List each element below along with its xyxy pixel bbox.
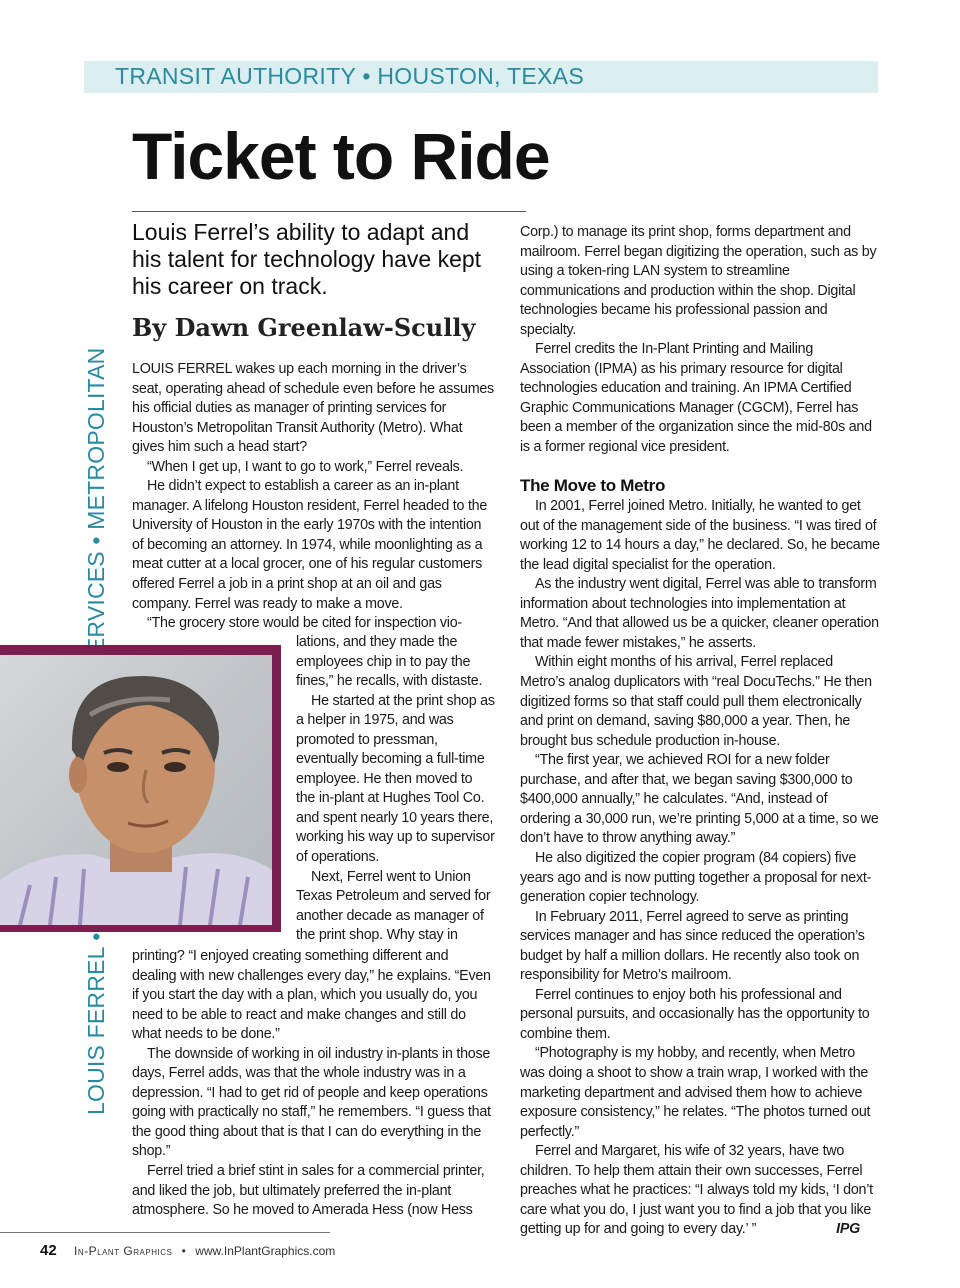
end-mark: IPG (836, 1221, 860, 1238)
body-paragraph: Ferrel credits the In-Plant Printing and Mailing Association (IPMA) as his primary resource for digital technologies education and training. An IPMA Certified Graphic Communications Manager (CGCM), Ferrel has been a member of the organization since the mid-80s and is a former regional vice president. (520, 341, 872, 456)
section-kicker: TRANSIT AUTHORITY • HOUSTON, TEXAS (115, 63, 584, 89)
body-paragraph: Ferrel tried a brief stint in sales for a commercial printer, and liked the job, but ultimately preferred the in-plant atmosphere. So he moved to Amerada Hess (now Hess (132, 1163, 485, 1219)
body-paragraph: LOUIS FERREL wakes up each morning in the driver’s seat, operating ahead of schedule even before he assumes his official duties as manager of printing services for Houston’s Metropolitan Transit Authority (Metro). What gives him such a head start? (132, 361, 494, 456)
body-paragraph: “The first year, we achieved ROI for a new folder purchase, and after that, we began saving $300,000 to $400,000 annually,” he calculates. “And, instead of ordering a 30,000 run, we’re printing 5,000 at a time, so we don’t have to throw anything away.” (520, 752, 879, 847)
page-number: 42 (40, 1242, 57, 1259)
body-paragraph: “Photography is my hobby, and recently, when Metro was doing a shoot to show a train wrap, I worked with the marketing department and advised them how to achieve exposure consistency,” he relates. “The photos turned out perfectly.” (520, 1045, 871, 1140)
body-paragraph: He also digitized the copier program (84 copiers) five years ago and is now putting together a proposal for next-generation copier technology. (520, 849, 872, 906)
body-paragraph: “When I get up, I want to go to work,” Ferrel reveals. (147, 458, 464, 475)
article-title: Ticket to Ride (132, 119, 550, 193)
body-paragraph: “The grocery store would be cited for inspection vio- (147, 615, 462, 632)
body-paragraph: In February 2011, Ferrel agreed to serve as printing services manager and has since reduced the operation’s budget by half a million dollars. He recently also took on responsibility for Metro’s mailroom. (520, 908, 865, 984)
title-rule (132, 211, 526, 212)
body-paragraph: He started at the print shop as a helper in 1975, and was promoted to pressman, eventually becoming a full-time employee. He then moved to the in-plant at Hughes Tool Co. and spent nearly 10 years there, working his way up to supervisor of operations. (296, 692, 495, 866)
body-paragraph: Next, Ferrel went to Union Texas Petroleum and served for another decade as manager of the print shop. Why stay in (296, 868, 491, 944)
body-paragraph: In 2001, Ferrel joined Metro. Initially, he wanted to get out of the management side of the business. “I was tired of working 12 to 14 hours a day,” he declared. So, he became the lead digital specialist for the operation. (520, 498, 880, 573)
portrait-photo (0, 655, 272, 925)
body-paragraph: lations, and they made the employees chip in to pay the fines,” he recalls, with distaste. (296, 634, 483, 690)
body-paragraph: Within eight months of his arrival, Ferrel replaced Metro’s analog duplicators with “real DocuTechs.” He then digitized forms so that staff could pull them electronically and print on demand, saving $80,000 a year. Then, he brought bus schedule production in-house. (520, 654, 872, 749)
closing-text: Ferrel and Margaret, his wife of 32 years, have two children. To help them attain their own successes, Ferrel preaches what he practices: “I always told my kids, ‘I don’t care what you do, I just want you to find a job that you like getting up for and going to every day.’ ” (520, 1143, 873, 1238)
wrap-column (296, 633, 495, 946)
subhead: The Move to Metro (520, 475, 666, 495)
article-deck: Louis Ferrel’s ability to adapt and his talent for technology have kept his career on track. (132, 219, 482, 299)
footer-rule (0, 1232, 330, 1233)
body-paragraph: Corp.) to manage its print shop, forms department and mailroom. Ferrel began digitizing the operation, such as by using a token-ring LAN system to streamline communications and production within the shop. Digital technologies became his professional passion and specialty. (520, 224, 877, 338)
left-column-bottom (132, 947, 495, 1221)
body-paragraph: He didn’t expect to establish a career as an in-plant manager. A lifelong Houston resident, Ferrel headed to the University of Houston in the early 1970s with the intention of becoming an attorney. In 1974, while moonlighting as a meat cutter at a local grocer, one of his regular customers offered Ferrel a job in a print shop at an oil and gas company. Ferrel was ready to make a move. (132, 478, 488, 612)
byline: By Dawn Greenlaw-Scully (132, 313, 476, 342)
left-column-top (132, 360, 495, 634)
body-paragraph: The downside of working in oil industry in-plants in those days, Ferrel adds, was that the whole industry was in a depression. “I had to get rid of people and keep operations going with practically no staff,” he remembers. “I guess that the good thing about that is that I can do everything in the shop.” (132, 1045, 491, 1160)
right-column (520, 223, 880, 1240)
body-paragraph: printing? “I enjoyed creating something different and dealing with new challenges every day,” he explains. “Even if you start the day with a plan, which you usually do, you need to be able to react and make changes and still do what needs to be done.” (132, 948, 491, 1043)
vertical-sidebar-caption (83, 90, 113, 1115)
publication-url: www.InPlantGraphics.com (195, 1244, 336, 1258)
body-paragraph-last (520, 1142, 880, 1240)
body-paragraph: Ferrel continues to enjoy both his professional and personal pursuits, and occasionally has the opportunity to combine them. (520, 986, 870, 1042)
footer-separator: • (181, 1244, 186, 1258)
publication-name: In-Plant Graphics (74, 1244, 173, 1258)
body-paragraph: As the industry went digital, Ferrel was able to transform information about technologies into implementation at Metro. “And that allowed us be a quicker, cleaner operation that made fewer mistakes,” he asserts. (520, 576, 879, 651)
footer (40, 1242, 335, 1259)
